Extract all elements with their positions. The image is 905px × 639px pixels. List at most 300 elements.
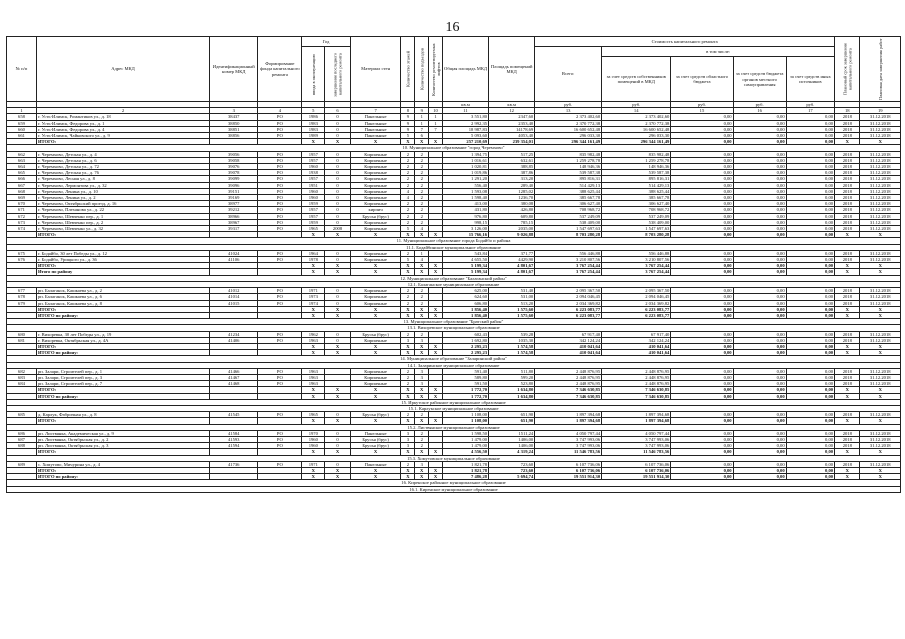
table-cell: 3 767 254,44 xyxy=(535,263,602,269)
table-cell: 7 346 630,85 xyxy=(535,387,602,393)
table-cell: X xyxy=(401,418,415,424)
table-cell: г. Бодайбо, 30 лет Победы ул., д. 12 xyxy=(36,250,209,256)
table-cell: 0,00 xyxy=(671,263,733,269)
table-cell: 4 556,50 xyxy=(442,449,488,455)
header-area-total: Общая площадь МКД xyxy=(442,37,488,102)
header-id: Идентификационный номер МКД xyxy=(210,37,258,102)
table-cell: 1 634,80 xyxy=(489,393,535,399)
table-cell: г. Бодайбо, Урицкого ул., д. 36 xyxy=(36,257,209,263)
table-cell: 31.12.2018 xyxy=(860,157,901,163)
table-cell: ИТОГО: xyxy=(36,467,209,473)
table-cell: 0,00 xyxy=(733,461,786,467)
table-cell: 0 xyxy=(325,151,350,157)
table-cell: 0,00 xyxy=(733,164,786,170)
table-cell: 1 019,86 xyxy=(442,170,488,176)
table-cell: X xyxy=(350,449,401,455)
table-cell: 543,84 xyxy=(442,250,488,256)
table-cell: г. Черемхово, Детская ул., д. 6 xyxy=(36,157,209,163)
table-cell: 1 897 394,68 xyxy=(535,418,602,424)
table-cell: 0,00 xyxy=(786,294,834,300)
table-cell: 2018 xyxy=(835,381,860,387)
table-cell: 658 xyxy=(7,114,37,120)
table-cell: 0,00 xyxy=(733,418,786,424)
table-cell: 2 xyxy=(415,182,429,188)
table-cell: 2347,60 xyxy=(489,114,535,120)
table-cell: 1957 xyxy=(302,176,325,182)
table-cell: 0,00 xyxy=(786,387,834,393)
table-cell: 39078 xyxy=(210,170,258,176)
table-cell: 4 655,50 xyxy=(442,257,488,263)
table-cell: Панельные xyxy=(350,133,401,139)
table-cell: X xyxy=(835,306,860,312)
table-cell: 1965 xyxy=(302,412,325,418)
table-cell: 0,00 xyxy=(786,350,834,356)
table-cell: 686 xyxy=(7,430,37,436)
table-cell: 1 259 278,78 xyxy=(602,157,671,163)
table-cell: Кирпичные xyxy=(350,337,401,343)
header-region: за счет средств областного бюджета xyxy=(671,57,733,102)
table-cell: 0,00 xyxy=(671,219,733,225)
table-cell: РО xyxy=(258,120,302,126)
table-cell: 0 xyxy=(325,288,350,294)
table-cell: 556 446,88 xyxy=(602,250,671,256)
table-cell: 514 429,13 xyxy=(602,182,671,188)
table-cell: 2 xyxy=(415,151,429,157)
table-cell: 41106 xyxy=(210,257,258,263)
table-cell: X xyxy=(302,350,325,356)
table-cell: X xyxy=(401,387,415,393)
table-cell: 2018 xyxy=(835,182,860,188)
section-title: 12.1. Балаганское муниципальное образование xyxy=(7,281,901,287)
table-cell: Панельные xyxy=(350,114,401,120)
table-cell: 659 xyxy=(7,120,37,126)
table-cell: 38437 xyxy=(210,114,258,120)
table-cell: 1971 xyxy=(302,288,325,294)
table-cell: 257 210,69 xyxy=(442,139,488,145)
table-cell: Панельные xyxy=(350,461,401,467)
table-cell: 39212 xyxy=(210,207,258,213)
table-cell: X xyxy=(415,467,429,473)
table-cell: 16 600 652,48 xyxy=(602,126,671,132)
table-cell: 1963 xyxy=(302,374,325,380)
table-cell: 539,28 xyxy=(489,331,535,337)
table-cell: X xyxy=(860,474,901,480)
table-cell: 0,00 xyxy=(786,393,834,399)
table-cell: 0,00 xyxy=(671,232,733,238)
table-cell: 976,80 xyxy=(442,213,488,219)
table-cell: РО xyxy=(258,461,302,467)
table-cell: 2018 xyxy=(835,176,860,182)
table-cell: Брусья (брус) xyxy=(350,213,401,219)
table-cell: 1 575,60 xyxy=(489,306,535,312)
table-cell: 0,00 xyxy=(733,188,786,194)
table-cell: РО xyxy=(258,164,302,170)
table-cell: X xyxy=(429,312,443,318)
table-cell: X xyxy=(835,269,860,275)
table-cell: X xyxy=(350,343,401,349)
table-cell: ИТОГО: xyxy=(36,139,209,145)
table-cell: 664 xyxy=(7,164,37,170)
header-address: Адрес МКД xyxy=(36,37,209,102)
table-cell: 0,00 xyxy=(671,133,733,139)
table-cell: 1 598,50 xyxy=(442,430,488,436)
table-cell: X xyxy=(350,387,401,393)
table-cell: рп. Балаганск, Кашкаева ул., д. 8 xyxy=(36,300,209,306)
section-title: 13. Муниципальное образование "Братский район" xyxy=(7,319,901,325)
table-cell: 0 xyxy=(325,114,350,120)
table-cell: X xyxy=(860,263,901,269)
table-cell: РО xyxy=(258,157,302,163)
table-cell: 2 370 772,38 xyxy=(602,120,671,126)
table-cell: 31.12.2018 xyxy=(860,337,901,343)
table-cell: 3 747 993,06 xyxy=(535,436,602,442)
table-cell: Кирпичные xyxy=(350,288,401,294)
table-cell: 609,80 xyxy=(489,213,535,219)
table-cell: X xyxy=(415,393,429,399)
unit-label: руб. xyxy=(671,102,733,108)
table-cell: X xyxy=(350,350,401,356)
table-cell: 672 xyxy=(7,213,37,219)
table-cell: 1 108,00 xyxy=(442,418,488,424)
table-cell: 2018 xyxy=(835,164,860,170)
table-cell: 1960 xyxy=(302,436,325,442)
table-cell: ИТОГО: xyxy=(36,263,209,269)
column-number: 7 xyxy=(350,108,401,114)
table-cell: Кирпичные xyxy=(350,188,401,194)
table-cell: 687 xyxy=(7,436,37,442)
table-cell: РО xyxy=(258,250,302,256)
table-cell: 2018 xyxy=(835,250,860,256)
table-cell: 7 486,28 xyxy=(442,474,488,480)
table-cell: X xyxy=(429,418,443,424)
table-cell: 2 xyxy=(415,176,429,182)
table-cell: 0,00 xyxy=(671,331,733,337)
table-cell: 31.12.2018 xyxy=(860,288,901,294)
table-cell: 2018 xyxy=(835,300,860,306)
table-cell: 539 587,38 xyxy=(535,170,602,176)
column-number: 15 xyxy=(671,108,733,114)
table-cell: X xyxy=(415,387,429,393)
table-cell: 385 667,78 xyxy=(602,195,671,201)
table-cell: 1973 xyxy=(302,294,325,300)
section-title: 14.1. Заларинское муниципальное образование xyxy=(7,362,901,368)
table-cell: 38967 xyxy=(210,219,258,225)
table-cell: 0,00 xyxy=(733,263,786,269)
table-cell: 9 xyxy=(401,126,415,132)
table-cell: X xyxy=(350,269,401,275)
table-cell: 2018 xyxy=(835,294,860,300)
table-cell: 723,60 xyxy=(489,467,535,473)
table-cell: 0,00 xyxy=(733,232,786,238)
table-cell: 680 xyxy=(7,331,37,337)
table-cell: 1 772,70 xyxy=(442,387,488,393)
table-cell: 0,00 xyxy=(733,139,786,145)
table-cell: X xyxy=(860,312,901,318)
table-cell: 0,00 xyxy=(671,120,733,126)
column-number: 4 xyxy=(258,108,302,114)
table-cell: 4 xyxy=(415,226,429,232)
table-cell: г. Усть-Илимск, Федорова ул., д. 1 xyxy=(36,120,209,126)
table-cell: 41594 xyxy=(210,443,258,449)
table-cell: 67 917,40 xyxy=(535,331,602,337)
table-cell: 410 041,64 xyxy=(535,350,602,356)
table-cell: 2 xyxy=(401,176,415,182)
table-cell: X xyxy=(860,232,901,238)
column-number: 12 xyxy=(489,108,535,114)
table-cell: г. Черемхово, Шевченко ул., д. 32 xyxy=(36,226,209,232)
table-cell: X xyxy=(429,263,443,269)
table-cell: 2018 xyxy=(835,374,860,380)
section-title: 15. Иркутское районное муниципальное образование xyxy=(7,399,901,405)
table-cell: X xyxy=(860,467,901,473)
table-cell: 0,00 xyxy=(786,207,834,213)
table-cell: X xyxy=(860,343,901,349)
table-cell: X xyxy=(429,343,443,349)
table-cell: 0,00 xyxy=(733,269,786,275)
table-cell: 0,00 xyxy=(733,387,786,393)
table-cell: 0,00 xyxy=(733,182,786,188)
table-cell: 1 479,00 xyxy=(442,443,488,449)
table-cell: ИТОГО по району: xyxy=(36,474,209,480)
table-cell: X xyxy=(835,418,860,424)
table-cell: 38966 xyxy=(210,213,258,219)
table-cell: 0,00 xyxy=(671,151,733,157)
table-cell: 2018 xyxy=(835,412,860,418)
header-cost-incl: в том числе: xyxy=(602,47,835,57)
table-cell: рп. Листвянка, Академическая ул., д. 9 xyxy=(36,430,209,436)
table-cell: X xyxy=(429,306,443,312)
table-cell: 678 xyxy=(7,294,37,300)
table-cell: 0 xyxy=(325,207,350,213)
table-cell: X xyxy=(860,387,901,393)
table-cell: РО xyxy=(258,213,302,219)
table-cell: X xyxy=(325,139,350,145)
table-cell: 410 041,64 xyxy=(602,350,671,356)
table-cell: 0,00 xyxy=(733,133,786,139)
table-cell: 6 107 736,06 xyxy=(602,461,671,467)
table-cell: 0,00 xyxy=(671,449,733,455)
table-cell: 0 xyxy=(325,219,350,225)
table-header xyxy=(7,37,901,114)
table-cell: 2 xyxy=(415,157,429,163)
table-cell: 0,00 xyxy=(733,449,786,455)
table-cell: 0,00 xyxy=(786,300,834,306)
table-cell: 342 124,24 xyxy=(535,337,602,343)
table-cell: 0 xyxy=(325,443,350,449)
table-cell: 1 574,58 xyxy=(489,343,535,349)
table-cell: 1960 xyxy=(302,164,325,170)
table-cell: 1959 xyxy=(302,201,325,207)
table-cell: ИТОГО по району: xyxy=(36,393,209,399)
table-cell: 0 xyxy=(325,250,350,256)
table-cell: 1971 xyxy=(302,461,325,467)
table-cell: 39076 xyxy=(210,164,258,170)
table-cell: 1 897 394,68 xyxy=(602,418,671,424)
table-cell: Кирпичные xyxy=(350,219,401,225)
table-cell: 239 354,01 xyxy=(489,139,535,145)
table-cell: 2353,40 xyxy=(489,120,535,126)
table-cell: г. Черемхово, Октябрьский проезд, д. 16 xyxy=(36,201,209,207)
table-cell: г. Черемхово, Шевченко пер., д. 2 xyxy=(36,219,209,225)
table-cell: X xyxy=(302,269,325,275)
table-cell: 296 344 161,49 xyxy=(535,139,602,145)
table-cell: 0,00 xyxy=(786,219,834,225)
header-year-group: Год xyxy=(302,37,350,47)
table-cell: 4 xyxy=(415,257,429,263)
table-cell: 1511,24 xyxy=(489,430,535,436)
table-cell: 2018 xyxy=(835,114,860,120)
table-cell: 31.12.2018 xyxy=(860,151,901,157)
table-cell: 31.12.2018 xyxy=(860,133,901,139)
table-cell: 4053,40 xyxy=(489,133,535,139)
table-cell: 41014 xyxy=(210,294,258,300)
table-cell: 0,00 xyxy=(671,139,733,145)
header-other: за счет средств иных источников xyxy=(786,57,834,102)
table-cell: 38851 xyxy=(210,126,258,132)
table-cell: 31.12.2018 xyxy=(860,213,901,219)
table-cell: 38977 xyxy=(210,201,258,207)
header-year-last: завершения последнего капитального ремонта xyxy=(325,47,350,102)
table-cell: 1 259 278,78 xyxy=(535,157,602,163)
header-cost-group: Стоимость капитального ремонта xyxy=(535,37,835,47)
table-cell: 14178,69 xyxy=(489,126,535,132)
table-cell: 2 xyxy=(415,207,429,213)
table-cell: X xyxy=(429,387,443,393)
table-cell: Итого по району xyxy=(36,269,209,275)
table-cell: 0,00 xyxy=(671,412,733,418)
table-cell: 11 546 783,56 xyxy=(535,449,602,455)
table-cell: 5 199,34 xyxy=(442,269,488,275)
table-cell: X xyxy=(325,449,350,455)
table-cell: X xyxy=(401,449,415,455)
header-floors: Количество этажей xyxy=(401,37,415,102)
table-cell: 0,00 xyxy=(786,368,834,374)
table-cell: 0 xyxy=(325,157,350,163)
table-cell: 0,00 xyxy=(786,449,834,455)
table-cell: 8 703 280,28 xyxy=(535,232,602,238)
table-cell: X xyxy=(350,139,401,145)
table-cell: г. Черемхово, Лермонтова ул., д. 32 xyxy=(36,182,209,188)
table-cell: 39096 xyxy=(210,182,258,188)
table-cell: 6 107 736,06 xyxy=(535,461,602,467)
table-cell: 670 xyxy=(7,201,37,207)
table-cell: 4 319,24 xyxy=(489,449,535,455)
table-cell: 0,00 xyxy=(786,474,834,480)
table-cell: 0,00 xyxy=(786,337,834,343)
table-cell: 1957 xyxy=(302,213,325,219)
table-cell: 41545 xyxy=(210,412,258,418)
table-cell: г. Черемхово, Ленина ул., д. 2 xyxy=(36,195,209,201)
table-cell: X xyxy=(429,232,443,238)
table-cell: 4 xyxy=(401,188,415,194)
table-cell: 0,00 xyxy=(786,232,834,238)
table-cell: 6 223 083,77 xyxy=(535,306,602,312)
table-cell: РО xyxy=(258,114,302,120)
table-cell: 2 448 876,95 xyxy=(602,368,671,374)
table-cell: 39056 xyxy=(210,151,258,157)
table-cell: 0,00 xyxy=(671,374,733,380)
table-cell: 0,00 xyxy=(671,170,733,176)
table-cell: 0,00 xyxy=(671,306,733,312)
table-cell: 0,00 xyxy=(671,312,733,318)
unit-label: руб. xyxy=(786,102,834,108)
table-cell: 3 xyxy=(415,381,429,387)
table-cell: 1 020,81 xyxy=(442,164,488,170)
table-cell: РО xyxy=(258,176,302,182)
table-cell: 371,77 xyxy=(489,250,535,256)
table-cell: 1965 xyxy=(302,226,325,232)
table-cell: 0,00 xyxy=(786,467,834,473)
table-cell: 31.12.2018 xyxy=(860,182,901,188)
unit-label: кв.м xyxy=(489,102,535,108)
table-cell: X xyxy=(401,350,415,356)
table-cell: 2018 xyxy=(835,157,860,163)
table-cell: г. Черемхово, Плеханова ул., д. 22 xyxy=(36,207,209,213)
table-cell: 2 xyxy=(415,195,429,201)
capital-repair-table xyxy=(6,36,901,493)
table-cell: 41015 xyxy=(210,300,258,306)
table-cell: 0,00 xyxy=(786,436,834,442)
table-cell: 538 409,00 xyxy=(602,219,671,225)
table-cell: 0,00 xyxy=(671,387,733,393)
section-title: 16.1. Киренское муниципальное образование xyxy=(7,486,901,492)
table-cell: X xyxy=(350,418,401,424)
table-cell: 410 041,64 xyxy=(535,343,602,349)
table-cell: 0,00 xyxy=(733,337,786,343)
table-cell: 31.12.2018 xyxy=(860,114,901,120)
table-cell: 688 xyxy=(7,443,37,449)
table-cell: 2 373 402,60 xyxy=(602,114,671,120)
table-cell: 514 429,13 xyxy=(535,182,602,188)
table-cell: 1986 xyxy=(302,114,325,120)
table-cell: 9 xyxy=(401,114,415,120)
table-cell: 2 094 046,45 xyxy=(602,294,671,300)
table-cell: 895 816,31 xyxy=(602,176,671,182)
table-cell: 2 xyxy=(401,288,415,294)
section-title: 16. Киренское районное муниципальное образование xyxy=(7,480,901,486)
table-cell: 517,25 xyxy=(489,151,535,157)
table-cell: 2 xyxy=(415,443,429,449)
table-cell: 2 xyxy=(401,157,415,163)
table-cell: 2018 xyxy=(835,337,860,343)
table-cell: Кирпичные xyxy=(350,368,401,374)
table-cell: 0,00 xyxy=(671,337,733,343)
table-cell: 2 xyxy=(401,219,415,225)
table-cell: X xyxy=(325,263,350,269)
table-cell: 306 627,40 xyxy=(535,201,602,207)
table-cell: X xyxy=(325,306,350,312)
table-cell: X xyxy=(350,474,401,480)
table-cell: 682 xyxy=(7,368,37,374)
table-cell: ИТОГО: xyxy=(36,306,209,312)
table-cell: 0,00 xyxy=(733,126,786,132)
table-cell: рп. Залари, Строителей пер., д. 7 xyxy=(36,381,209,387)
table-cell: X xyxy=(860,449,901,455)
table-cell: 6 xyxy=(415,133,429,139)
table-cell: X xyxy=(835,350,860,356)
table-cell: 671 xyxy=(7,207,37,213)
table-cell: 606,80 xyxy=(442,300,488,306)
table-cell: 6 223 083,77 xyxy=(535,312,602,318)
table-cell: X xyxy=(401,139,415,145)
table-cell: 685 xyxy=(7,412,37,418)
table-cell: 0,00 xyxy=(671,164,733,170)
table-cell: X xyxy=(835,387,860,393)
table-cell: 31.12.2018 xyxy=(860,195,901,201)
table-cell: 0,00 xyxy=(733,430,786,436)
section-title: 13.1. Вихоревское муниципальное образование xyxy=(7,325,901,331)
table-cell: РО xyxy=(258,300,302,306)
